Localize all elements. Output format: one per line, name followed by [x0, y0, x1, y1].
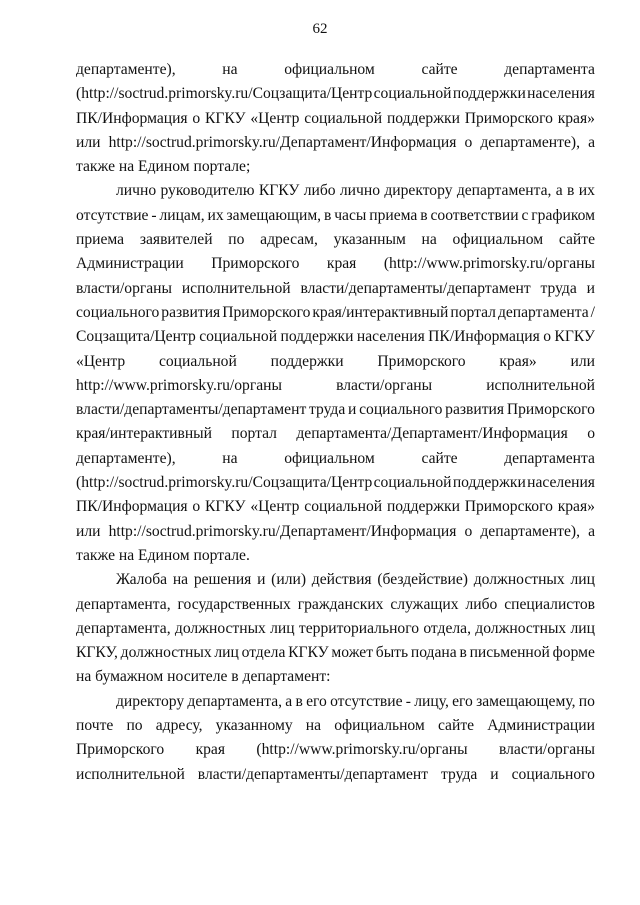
text-word: Администрации — [76, 255, 184, 273]
text-word: труда — [441, 765, 478, 783]
text-line — [76, 763, 595, 787]
text-word: на — [222, 449, 238, 467]
text-word: края — [326, 255, 357, 273]
text-word: лиц — [570, 571, 595, 589]
text-word: или — [76, 522, 101, 540]
text-word: директору — [384, 182, 453, 200]
text-word: населения — [527, 474, 595, 492]
text-line — [76, 131, 595, 155]
text-word: сайте — [437, 717, 475, 735]
text-word: департамента/Департамент/Информация — [296, 425, 568, 443]
text-word: социальной — [304, 498, 383, 516]
text-line — [76, 350, 595, 374]
text-word: в — [295, 692, 303, 710]
text-word: края» — [557, 498, 595, 516]
text-word: о — [464, 133, 473, 151]
text-word: ПК/Информация — [76, 109, 188, 127]
text-word: портал — [450, 303, 496, 321]
text-word: Приморского — [222, 303, 311, 321]
text-word: края — [195, 741, 226, 759]
text-word: в — [459, 644, 467, 662]
text-word: замещающим, — [226, 206, 322, 224]
text-word: труда — [309, 401, 346, 419]
text-word: поддержки — [280, 328, 354, 346]
text-word: населения — [356, 328, 425, 346]
text-word: развития — [445, 401, 505, 419]
text-word: приема — [76, 231, 125, 249]
text-word: «Центр — [76, 352, 126, 370]
text-word: официальном — [284, 61, 375, 78]
text-word: гражданских — [297, 595, 384, 613]
text-word: форме — [552, 644, 595, 662]
text-word: власти/департаменты/департамент — [300, 279, 531, 297]
text-word: власти/департаменты/департамент — [76, 401, 307, 419]
text-word: или — [76, 133, 101, 151]
text-word: департаменте), — [480, 133, 580, 151]
text-word: исполнительной — [181, 279, 291, 297]
text-line — [76, 374, 595, 398]
text-word: сайте — [421, 449, 458, 467]
text-word: власти/органы — [76, 279, 173, 297]
text-word: и — [586, 279, 595, 297]
text-word: поддержки — [452, 474, 526, 492]
text-line — [76, 593, 595, 617]
text-word: департамента, — [456, 182, 552, 200]
text-word: по — [228, 231, 245, 249]
text-word: должностных — [473, 571, 565, 589]
text-word: сайте — [558, 231, 595, 249]
text-word: их — [578, 182, 595, 200]
text-word: - — [151, 206, 157, 224]
text-word: развития — [161, 303, 221, 321]
text-word: лиц — [570, 619, 595, 637]
text-word: либо — [303, 182, 336, 200]
text-word: о — [192, 109, 201, 127]
text-word: отдела, — [423, 619, 471, 637]
text-word: в — [420, 206, 428, 224]
text-word: лиц — [214, 644, 239, 662]
text-word: официальном — [284, 449, 375, 467]
text-word: КГКУ — [258, 182, 300, 200]
text-word: поддержки — [270, 352, 344, 370]
text-word: в — [323, 206, 332, 224]
text-word: часы — [334, 206, 367, 224]
text-line — [76, 738, 595, 762]
text-word: КГКУ — [205, 498, 246, 516]
text-line — [76, 544, 595, 568]
text-word: отсутствие — [76, 206, 149, 224]
text-word: также на Едином портале; — [76, 158, 251, 176]
text-word: в — [567, 182, 575, 200]
text-word: адресу, — [155, 717, 203, 735]
text-word: отсутствие — [330, 692, 403, 710]
text-word: ПК/Информация — [428, 328, 540, 346]
text-word: должностных — [174, 619, 266, 637]
text-word: о — [464, 522, 473, 540]
text-word: населения — [527, 85, 595, 103]
text-word: «Центр — [250, 109, 300, 127]
text-word: или — [570, 352, 595, 370]
text-word: края» — [499, 352, 537, 370]
text-line — [76, 301, 595, 325]
text-line — [76, 714, 595, 738]
text-line — [76, 252, 595, 276]
text-word: графиком — [531, 206, 595, 224]
text-word: лицам, — [159, 206, 205, 224]
text-word: КГКУ — [288, 644, 329, 662]
text-word: поддержки — [386, 498, 460, 516]
text-line — [76, 204, 595, 228]
text-word: департамента — [497, 303, 589, 321]
text-line — [76, 398, 595, 422]
text-word: департаменте), — [480, 522, 580, 540]
text-word: социальной — [304, 109, 383, 127]
text-word: (http://www.primorsky.ru/органы — [383, 255, 595, 273]
text-word: лицу, — [414, 692, 449, 710]
text-word: КГКУ — [554, 328, 595, 346]
text-word: «Центр — [250, 498, 300, 516]
text-word: социальной — [373, 474, 452, 492]
text-word: лиц — [270, 619, 295, 637]
text-line — [76, 690, 595, 714]
text-word: департаменте), — [76, 61, 176, 78]
text-word: о — [587, 425, 595, 443]
text-word: официальном — [452, 231, 544, 249]
text-word: а — [285, 692, 293, 710]
text-word: служащих — [390, 595, 459, 613]
text-word: Жалоба — [116, 571, 168, 589]
text-word: а — [555, 182, 563, 200]
text-word: приема — [369, 206, 418, 224]
text-word: руководителю — [160, 182, 255, 200]
text-word: Администрации — [487, 717, 595, 735]
text-word: социального — [359, 401, 443, 419]
text-line — [76, 58, 595, 82]
text-word: Приморского — [506, 401, 595, 419]
text-word: и — [490, 765, 499, 783]
text-word: должностных — [475, 619, 567, 637]
text-word: департамента, — [76, 619, 171, 637]
text-word: http://www.primorsky.ru/органы — [76, 376, 282, 394]
text-word: лично — [116, 182, 157, 200]
text-word: либо — [465, 595, 498, 613]
text-word: указанному — [215, 717, 293, 735]
text-word: Приморского — [76, 741, 165, 759]
text-word: департаменте), — [76, 449, 176, 467]
text-word: с — [521, 206, 529, 224]
text-word: поддержки — [386, 109, 460, 127]
text-word: - — [405, 692, 411, 710]
text-word: (http://soctrud.primorsky.ru/Соцзащита/Центр — [76, 474, 373, 492]
text-word: их — [207, 206, 224, 224]
text-word: соответствии — [430, 206, 519, 224]
text-line — [76, 422, 595, 446]
text-word: его — [306, 692, 327, 710]
text-word: Приморского — [464, 109, 553, 127]
text-word: Соцзащита/Центр — [76, 328, 196, 346]
text-word: о — [543, 328, 551, 346]
text-line — [76, 665, 595, 689]
text-word: по — [578, 692, 595, 710]
text-word: исполнительной — [76, 765, 185, 783]
text-word: на — [305, 717, 322, 735]
text-word: департамента, — [187, 692, 283, 710]
text-word: департамента — [504, 61, 595, 78]
text-word: лично — [339, 182, 380, 200]
text-word: социального — [511, 765, 595, 783]
text-word: края/интерактивный — [312, 303, 449, 321]
text-word: заявителей — [139, 231, 213, 249]
text-word: территориального — [298, 619, 420, 637]
text-word: края/интерактивный — [76, 425, 213, 443]
text-word: власти/органы — [498, 741, 595, 759]
text-word: а — [588, 522, 595, 540]
text-line — [76, 107, 595, 131]
text-word: ПК/Информация — [76, 498, 188, 516]
text-word: может — [331, 644, 374, 662]
text-word: департамента — [504, 449, 595, 467]
text-word: труда — [540, 279, 577, 297]
text-word: директору — [116, 692, 185, 710]
text-word: Приморского — [377, 352, 466, 370]
text-word: власти/органы — [336, 376, 433, 394]
text-word: (http://soctrud.primorsky.ru/Соцзащита/Центр — [76, 85, 373, 103]
text-line — [76, 179, 595, 203]
text-line — [76, 641, 595, 665]
text-line — [76, 617, 595, 641]
text-word: о — [192, 498, 201, 516]
text-word: социальной — [373, 85, 452, 103]
text-line — [76, 447, 595, 471]
text-word: исполнительной — [486, 376, 595, 394]
text-word: социальной — [199, 328, 278, 346]
text-word: (бездействие) — [377, 571, 468, 589]
page-number: 62 — [312, 21, 328, 37]
text-line — [76, 325, 595, 349]
text-word: http://soctrud.primorsky.ru/Департамент/Информация — [108, 522, 457, 540]
text-word: официальном — [334, 717, 425, 735]
text-word: отдела — [241, 644, 286, 662]
text-word: письменной — [469, 644, 550, 662]
text-word: его — [452, 692, 473, 710]
text-word: / — [590, 303, 595, 321]
text-word: поддержки — [452, 85, 526, 103]
text-word: на бумажном носителе в департамент: — [76, 668, 331, 686]
text-word: быть — [375, 644, 409, 662]
text-word: портал — [231, 425, 277, 443]
text-word: социального — [76, 303, 160, 321]
text-word: по — [126, 717, 143, 735]
text-line — [76, 82, 595, 106]
text-line — [76, 155, 595, 179]
text-word: государственных — [177, 595, 291, 613]
text-word: на — [421, 231, 437, 249]
text-line — [76, 520, 595, 544]
text-word: а — [588, 133, 595, 151]
text-word: (http://www.primorsky.ru/органы — [256, 741, 468, 759]
text-word: Приморского — [464, 498, 553, 516]
text-line — [76, 228, 595, 252]
text-word: http://soctrud.primorsky.ru/Департамент/Информация — [108, 133, 457, 151]
text-word: указанным — [333, 231, 406, 249]
text-word: сайте — [421, 61, 458, 78]
text-word: КГКУ, — [76, 644, 118, 662]
text-word: департамента, — [76, 595, 171, 613]
text-word: на — [172, 571, 189, 589]
text-word: замещающему, — [476, 692, 576, 710]
text-word: также на Едином портале. — [76, 546, 250, 564]
text-word: края» — [557, 109, 595, 127]
text-word: специалистов — [504, 595, 595, 613]
text-word: Приморского — [211, 255, 300, 273]
text-word: действия — [311, 571, 372, 589]
text-word: адресам, — [260, 231, 318, 249]
text-word: и — [348, 401, 357, 419]
text-word: почте — [76, 717, 114, 735]
text-word: власти/департаменты/департамент — [197, 765, 429, 783]
text-line — [76, 568, 595, 592]
text-word: и — [257, 571, 266, 589]
text-word: подана — [410, 644, 457, 662]
text-word: должностных — [120, 644, 212, 662]
text-line — [76, 471, 595, 495]
text-line — [76, 495, 595, 519]
text-word: (или) — [271, 571, 307, 589]
text-word: КГКУ — [205, 109, 246, 127]
text-line — [76, 277, 595, 301]
document-body — [76, 58, 595, 787]
text-word: на — [222, 61, 238, 78]
text-word: решения — [193, 571, 252, 589]
text-word: социальной — [158, 352, 237, 370]
